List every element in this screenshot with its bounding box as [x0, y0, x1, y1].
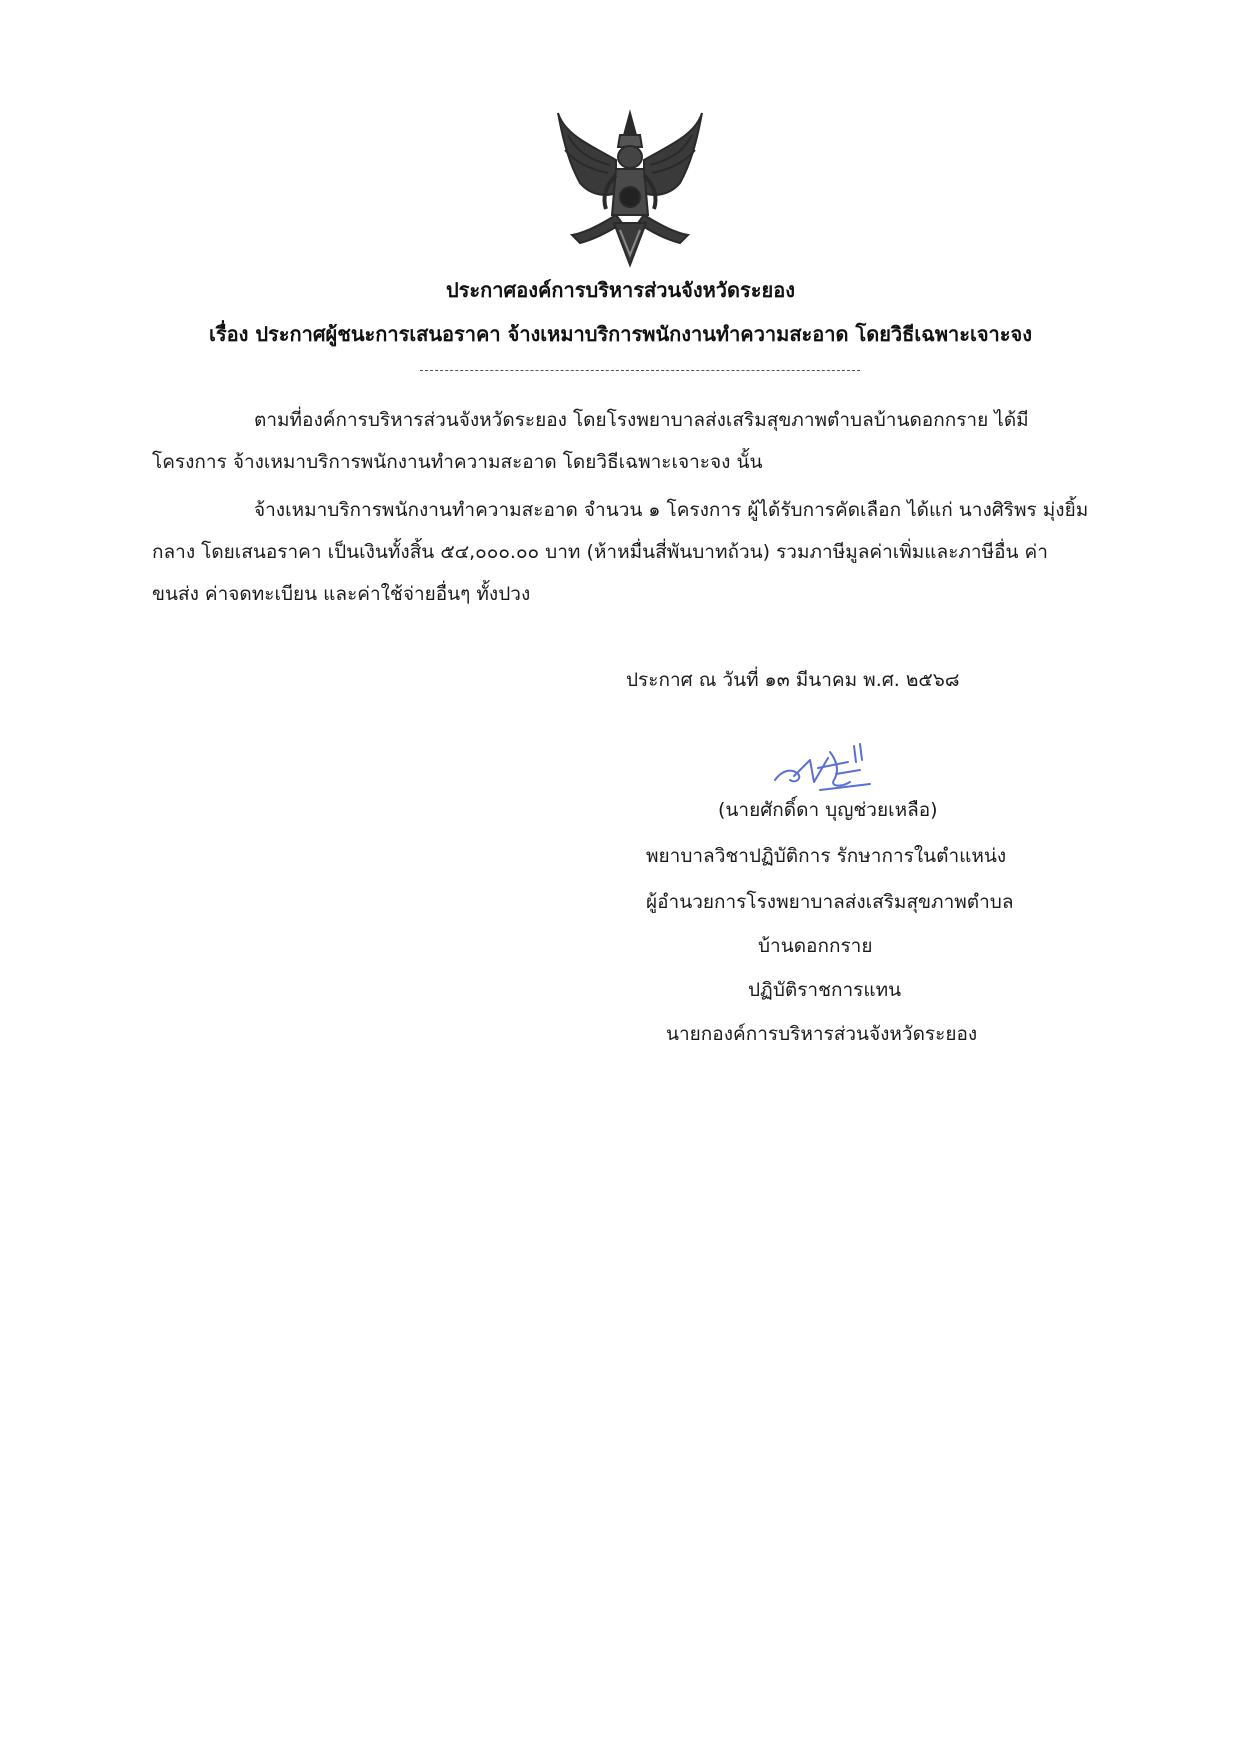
announcement-subject: เรื่อง ประกาศผู้ชนะการเสนอราคา จ้างเหมาบริการพนักงานทำความสะอาด โดยวิธีเฉพาะเจาะจง: [209, 322, 1032, 346]
signature-image: [770, 740, 880, 795]
paragraph-2-line-2: กลาง โดยเสนอราคา เป็นเงินทั้งสิ้น ๕๔,๐๐๐.๐๐ บาท (ห้าหมื่นสี่พันบาทถ้วน) รวมภาษีมูลค่าเพิ่มและภาษีอื่น ค่า: [152, 541, 1048, 563]
announcement-title: ประกาศองค์การบริหารส่วนจังหวัดระยอง: [445, 278, 796, 302]
paragraph-2-line-3: ขนส่ง ค่าจดทะเบียน และค่าใช้จ่ายอื่นๆ ทั้งปวง: [152, 583, 531, 605]
signatory-position-line-2: ผู้อำนวยการโรงพยาบาลส่งเสริมสุขภาพตำบล: [646, 891, 1014, 913]
paragraph-1-line-1: ตามที่องค์การบริหารส่วนจังหวัดระยอง โดยโรงพยาบาลส่งเสริมสุขภาพตำบลบ้านดอกกราย ได้มี: [254, 409, 1029, 431]
signatory-position-line-1: พยาบาลวิชาปฏิบัติการ รักษาการในตำแหน่ง: [646, 845, 1007, 867]
garuda-emblem-icon: [550, 105, 710, 275]
title-divider: [420, 370, 860, 371]
signatory-position-line-4: ปฏิบัติราชการแทน: [748, 979, 902, 1001]
signatory-position-line-3: บ้านดอกกราย: [758, 935, 873, 957]
paragraph-1-line-2: โครงการ จ้างเหมาบริการพนักงานทำความสะอาด โดยวิธีเฉพาะเจาะจง นั้น: [152, 451, 763, 473]
signatory-position-line-5: นายกองค์การบริหารส่วนจังหวัดระยอง: [666, 1023, 978, 1045]
signatory-name: (นายศักดิ์ดา บุญช่วยเหลือ): [718, 799, 938, 821]
paragraph-2-line-1: จ้างเหมาบริการพนักงานทำความสะอาด จำนวน ๑ โครงการ ผู้ได้รับการคัดเลือก ได้แก่ นางศิริพร มุ่งยิ้ม: [254, 499, 1089, 521]
announcement-date: ประกาศ ณ วันที่ ๑๓ มีนาคม พ.ศ. ๒๕๖๘: [626, 669, 960, 691]
